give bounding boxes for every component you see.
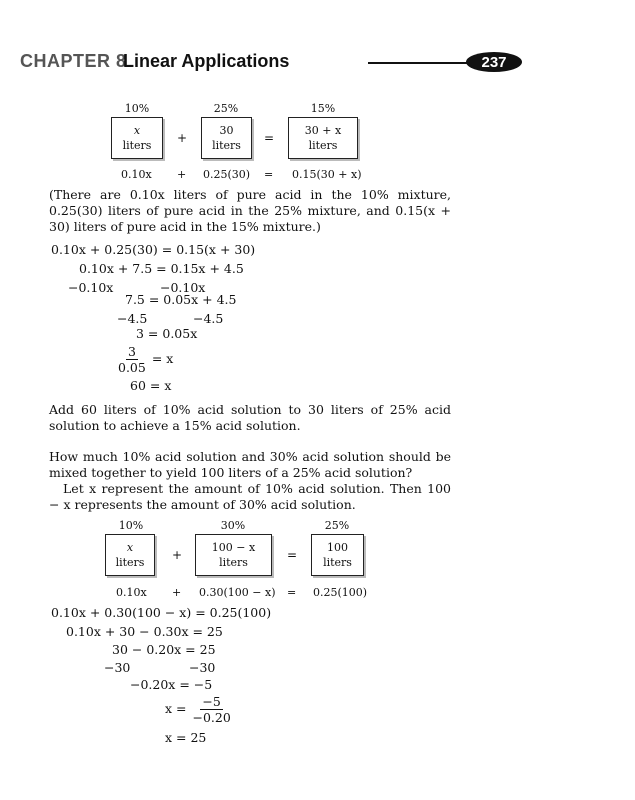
problem-setup: Let x represent the amount of 10% acid solution. Then 100 − x represents the amount of 30% acid solution. xyxy=(49,481,451,512)
equation-line: 30 − 0.20x = 25 xyxy=(112,642,216,657)
equation-step: −0.10x xyxy=(68,280,114,295)
percent-label: 25% xyxy=(324,519,350,532)
box-quantity: x xyxy=(133,124,141,137)
box-unit: liters xyxy=(308,139,338,152)
equation-line: −0.20x = −5 xyxy=(130,677,213,692)
fraction xyxy=(116,344,148,375)
box-quantity: 100 xyxy=(327,541,348,554)
plus-sign: + xyxy=(172,548,183,562)
equation-line: 0.10x + 30 − 0.30x = 25 xyxy=(66,624,223,639)
expression-op: + xyxy=(177,168,187,181)
fraction-equation xyxy=(165,694,233,725)
fraction-lhs: x = xyxy=(165,701,187,716)
box-quantity: 100 − x xyxy=(211,541,256,554)
equation-line: 0.10x + 0.25(30) = 0.15(x + 30) xyxy=(51,242,256,257)
chapter-title: Linear Applications xyxy=(123,51,290,71)
equals-sign: = xyxy=(287,548,298,562)
header-rule xyxy=(368,62,480,64)
box-unit: liters xyxy=(323,556,352,569)
expression-op: = xyxy=(287,586,297,599)
expression: 0.10x xyxy=(121,168,152,181)
mixture-container xyxy=(311,534,364,576)
fraction-denominator: 0.05 xyxy=(118,360,146,375)
equation-line: 7.5 = 0.05x + 4.5 xyxy=(125,292,237,307)
problem-question: How much 10% acid solution and 30% acid solution should be mixed together to yield 100 liters of a 25% acid solution? xyxy=(49,449,451,480)
fraction-equation xyxy=(116,344,173,375)
mixture-container xyxy=(105,534,155,576)
expression-op: = xyxy=(264,168,274,181)
equation-step: −30 xyxy=(189,660,216,675)
equals-sign: = xyxy=(264,131,275,145)
equation-line: 3 = 0.05x xyxy=(136,326,198,341)
box-quantity: 30 + x xyxy=(304,124,342,137)
percent-label: 10% xyxy=(124,102,150,115)
fraction-rhs: = x xyxy=(151,351,174,366)
equation-step: −30 xyxy=(104,660,131,675)
expression: 0.30(100 − x) xyxy=(199,586,276,599)
fraction-numerator: −5 xyxy=(202,694,221,709)
mixture-container xyxy=(111,117,163,159)
mixture-container xyxy=(288,117,358,159)
expression: 0.25(100) xyxy=(313,586,368,599)
percent-label: 30% xyxy=(220,519,246,532)
box-unit: liters xyxy=(219,556,248,569)
equation-line: 60 = x xyxy=(130,378,172,393)
box-quantity: 30 xyxy=(219,124,234,137)
page-number-badge: 237 xyxy=(466,52,522,72)
expression: 0.10x xyxy=(116,586,147,599)
equation-step: −4.5 xyxy=(117,311,148,326)
fraction xyxy=(190,694,232,725)
answer-paragraph: Add 60 liters of 10% acid solution to 30 liters of 25% acid solution to achieve a 15% acid solution. xyxy=(49,402,451,433)
equation-line: 0.10x + 0.30(100 − x) = 0.25(100) xyxy=(51,605,272,620)
equation-step: −4.5 xyxy=(193,311,224,326)
plus-sign: + xyxy=(177,131,188,145)
box-unit: liters xyxy=(122,139,152,152)
expression: 0.25(30) xyxy=(203,168,251,181)
chapter-label: CHAPTER 8 xyxy=(20,51,127,71)
expression-op: + xyxy=(172,586,182,599)
explanation-paragraph: (There are 0.10x liters of pure acid in the 10% mixture, 0.25(30) liters of pure acid in the 25% mixture, and 0.15(x + 30) liters of pure acid in the 15% mixture.) xyxy=(49,187,451,234)
box-unit: liters xyxy=(115,556,145,569)
expression: 0.15(30 + x) xyxy=(292,168,362,181)
percent-label: 10% xyxy=(118,519,144,532)
equation-step: −0.10x xyxy=(160,280,206,295)
percent-label: 25% xyxy=(213,102,239,115)
percent-label: 15% xyxy=(310,102,336,115)
equation-line: x = 25 xyxy=(165,730,207,745)
fraction-numerator: 3 xyxy=(127,344,136,359)
box-unit: liters xyxy=(212,139,241,152)
mixture-container xyxy=(201,117,252,159)
mixture-container xyxy=(195,534,272,576)
equation-line: 0.10x + 7.5 = 0.15x + 4.5 xyxy=(79,261,244,276)
box-quantity: x xyxy=(126,541,134,554)
fraction-denominator: −0.20 xyxy=(192,710,231,725)
